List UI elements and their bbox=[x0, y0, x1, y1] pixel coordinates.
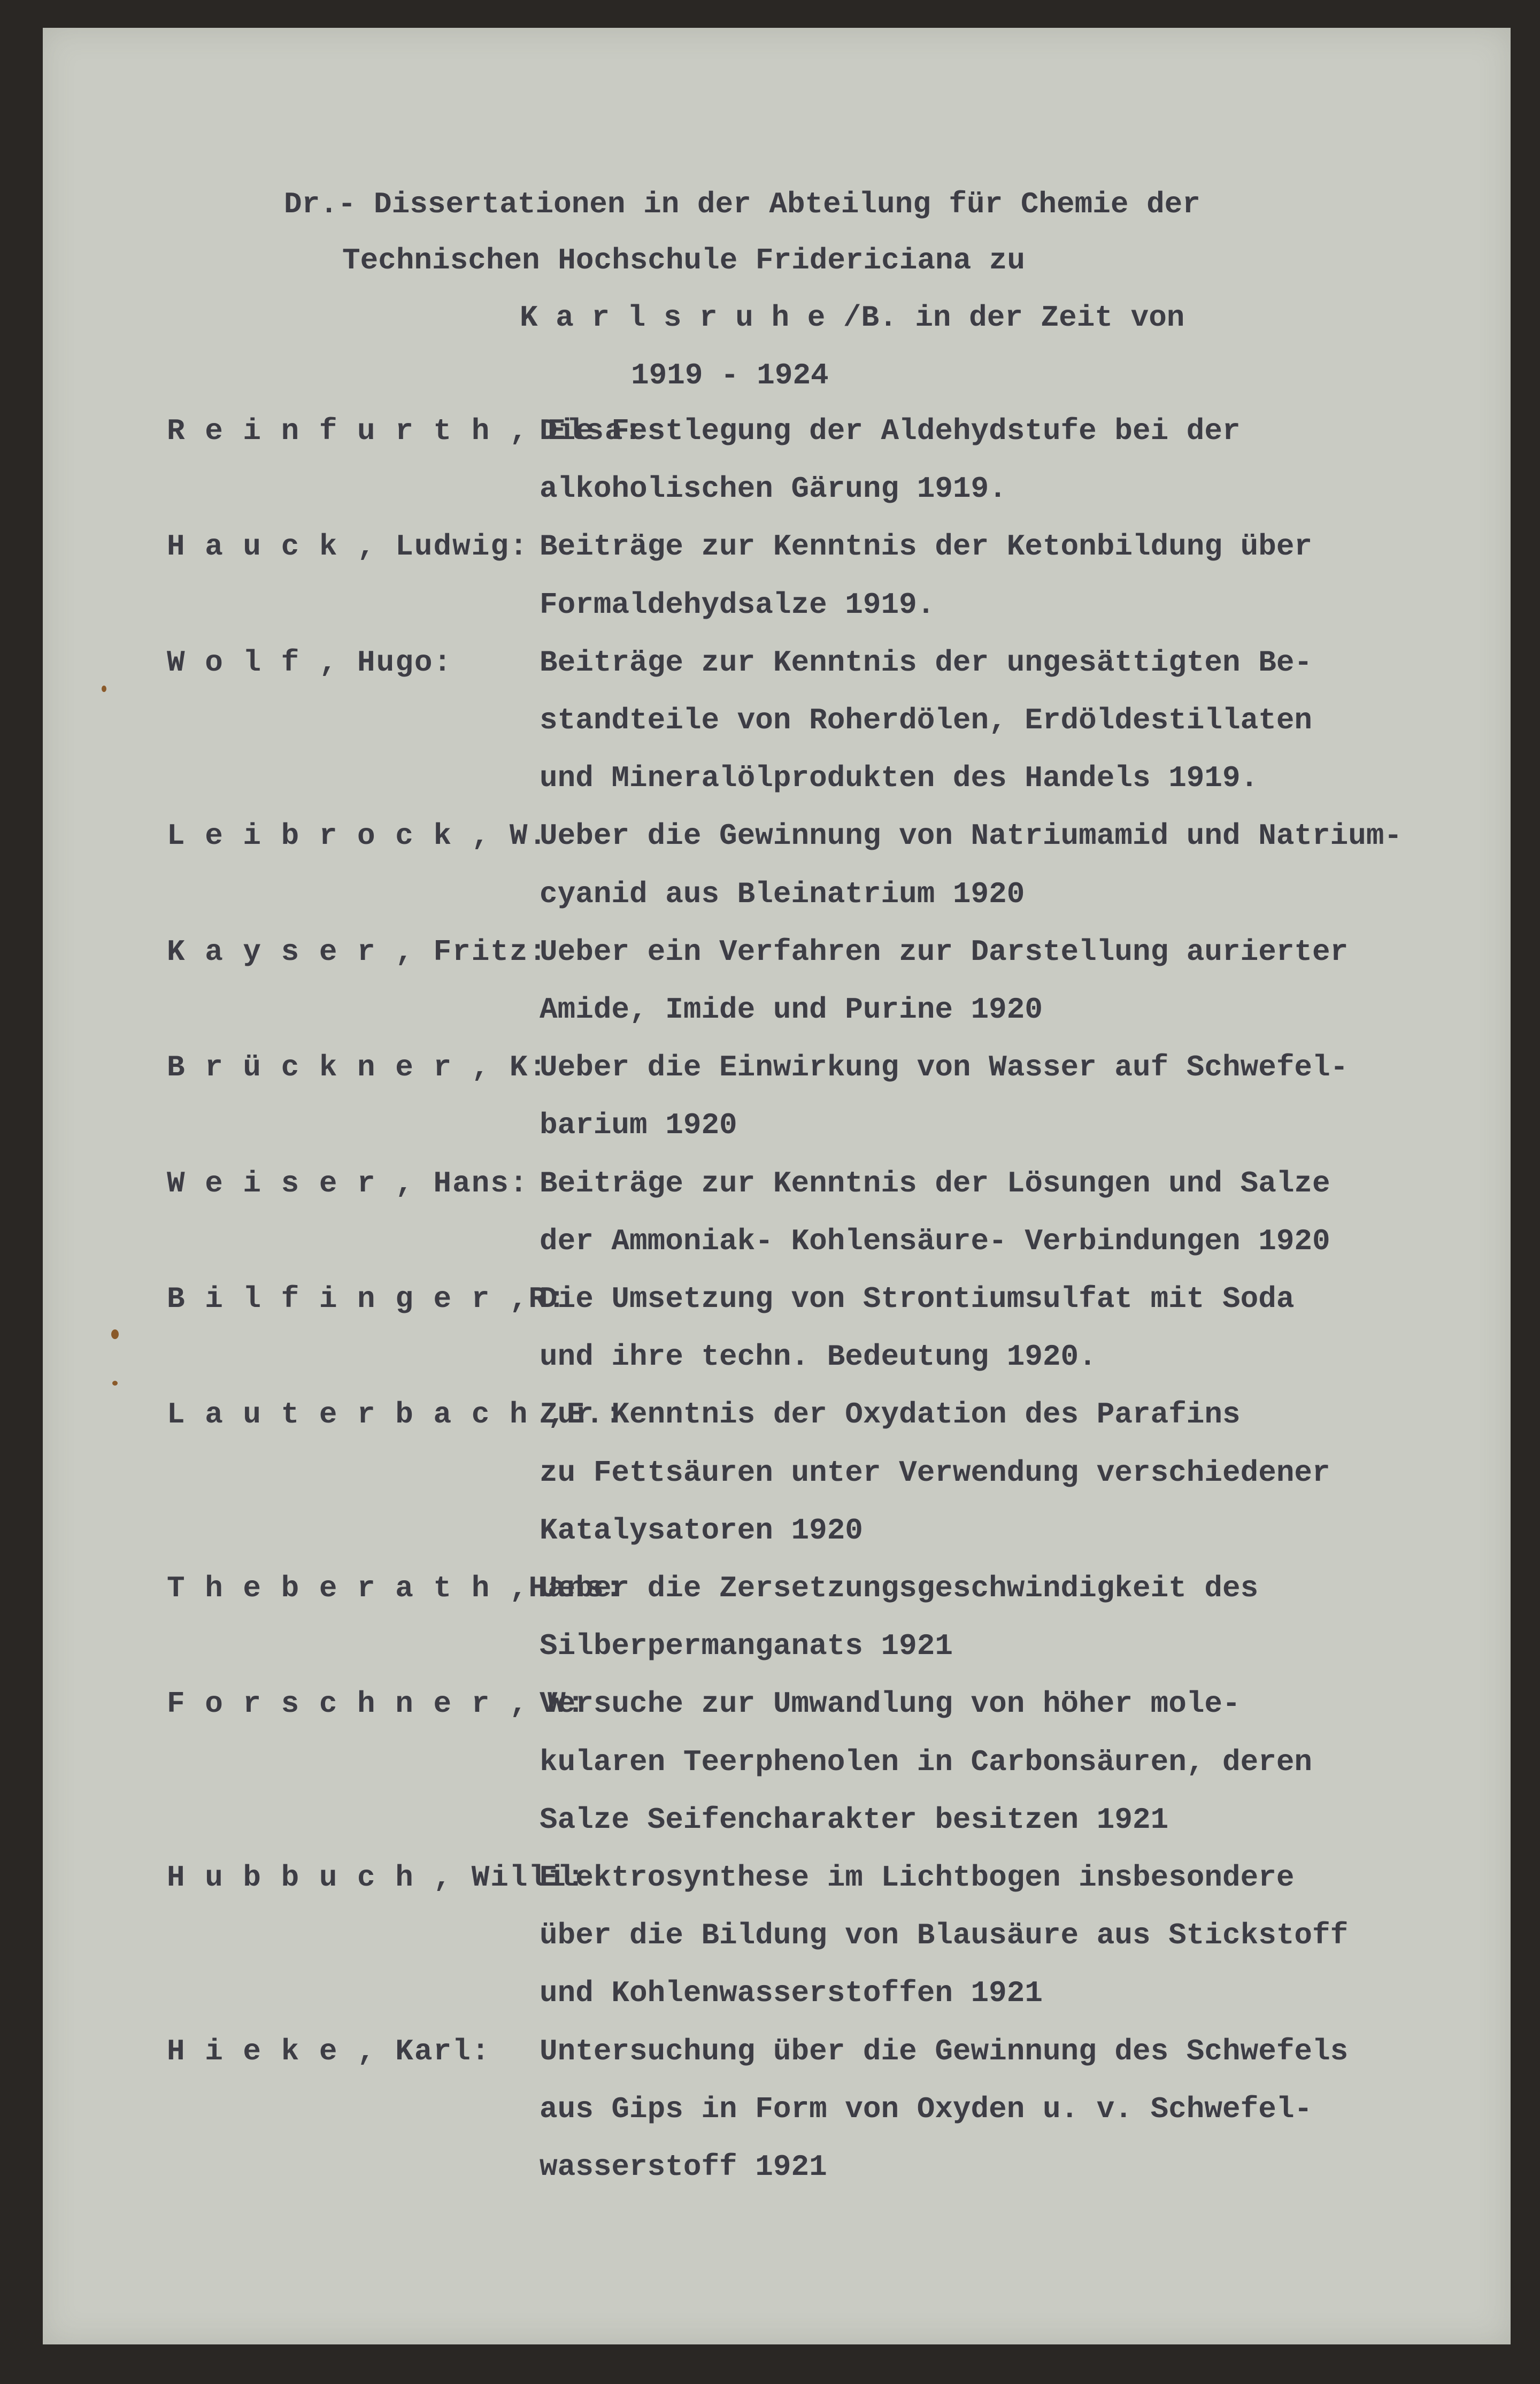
entry-title-line: der Ammoniak- Kohlensäure- Verbindungen 1920 bbox=[540, 1224, 1330, 1258]
entry-name: L a u t e r b a c h ,E.: bbox=[167, 1397, 624, 1432]
entry-title-line: Die Festlegung der Aldehydstufe bei der bbox=[540, 414, 1241, 448]
entry-title-line: alkoholischen Gärung 1919. bbox=[540, 472, 1007, 506]
entry-name: K a y s e r , Fritz: bbox=[167, 935, 548, 969]
entry-title-line: Die Umsetzung von Strontiumsulfat mit Soda bbox=[540, 1282, 1295, 1316]
entry-name: W o l f , Hugo: bbox=[167, 645, 453, 680]
entry-title-line: kularen Teerphenolen in Carbonsäuren, deren bbox=[540, 1745, 1313, 1779]
ink-mark bbox=[102, 686, 106, 692]
entry-title-line: Beiträge zur Kenntnis der Ketonbildung über bbox=[540, 529, 1313, 564]
entry-name: H a u c k , Ludwig: bbox=[167, 529, 529, 564]
entry-name: W e i s e r , Hans: bbox=[167, 1166, 529, 1201]
entry-name: B r ü c k n e r , K: bbox=[167, 1050, 548, 1085]
entry-name: F o r s c h n e r , W: bbox=[167, 1687, 586, 1721]
header-line-4: 1919 - 1924 bbox=[631, 358, 829, 393]
entry-title-line: cyanid aus Bleinatrium 1920 bbox=[540, 877, 1025, 911]
ink-mark bbox=[111, 1329, 119, 1339]
entry-name: H i e k e , Karl: bbox=[167, 2034, 491, 2068]
entry-title-line: Amide, Imide und Purine 1920 bbox=[540, 993, 1043, 1027]
entry-title-line: Silberpermanganats 1921 bbox=[540, 1629, 953, 1663]
entry-title-line: Ueber die Zersetzungsgeschwindigkeit des bbox=[540, 1571, 1259, 1605]
entry-title-line: Beiträge zur Kenntnis der Lösungen und Salze bbox=[540, 1166, 1330, 1201]
entry-title-line: Ueber die Einwirkung von Wasser auf Schwefel- bbox=[540, 1050, 1349, 1085]
entry-title-line: aus Gips in Form von Oxyden u. v. Schwefel- bbox=[540, 2092, 1313, 2126]
entry-title-line: über die Bildung von Blausäure aus Stickstoff bbox=[540, 1918, 1349, 1952]
header-line-1: Dr.- Dissertationen in der Abteilung für Chemie der bbox=[284, 187, 1200, 221]
entry-title-line: und ihre techn. Bedeutung 1920. bbox=[540, 1340, 1097, 1374]
entry-title-line: Ueber ein Verfahren zur Darstellung aurierter bbox=[540, 935, 1349, 969]
entry-title-line: Ueber die Gewinnung von Natriumamid und Natrium- bbox=[540, 819, 1403, 853]
entry-title-line: Zur Kenntnis der Oxydation des Parafins bbox=[540, 1397, 1241, 1432]
entry-title-line: Versuche zur Umwandlung von höher mole- bbox=[540, 1687, 1241, 1721]
ink-mark bbox=[112, 1381, 118, 1386]
entry-name: B i l f i n g e r ,R: bbox=[167, 1282, 567, 1316]
header-line-2: Technischen Hochschule Fridericiana zu bbox=[342, 243, 1026, 278]
entry-title-line: Beiträge zur Kenntnis der ungesättigten Be- bbox=[540, 645, 1313, 680]
entry-name: H u b b u c h , Willi: bbox=[167, 1860, 586, 1895]
entry-title-line: standteile von Roherdölen, Erdöldestillaten bbox=[540, 703, 1313, 737]
entry-name: R e i n f u r t h , Elsa: bbox=[167, 414, 643, 448]
entry-name: T h e b e r a t h ,Hans: bbox=[167, 1571, 624, 1605]
entry-title-line: barium 1920 bbox=[540, 1108, 737, 1142]
document-page bbox=[43, 28, 1511, 2344]
entry-title-line: Formaldehydsalze 1919. bbox=[540, 588, 935, 622]
entry-title-line: Salze Seifencharakter besitzen 1921 bbox=[540, 1803, 1169, 1837]
entry-title-line: Elektrosynthese im Lichtbogen insbesondere bbox=[540, 1860, 1295, 1895]
entry-title-line: Untersuchung über die Gewinnung des Schwefels bbox=[540, 2034, 1349, 2068]
entry-title-line: wasserstoff 1921 bbox=[540, 2150, 827, 2184]
entry-title-line: zu Fettsäuren unter Verwendung verschiedener bbox=[540, 1456, 1330, 1490]
header-line-3: K a r l s r u h e /B. in der Zeit von bbox=[520, 301, 1185, 335]
entry-title-line: und Kohlenwasserstoffen 1921 bbox=[540, 1976, 1043, 2010]
entry-title-line: Katalysatoren 1920 bbox=[540, 1513, 863, 1548]
entry-name: L e i b r o c k , W. bbox=[167, 819, 548, 853]
entry-title-line: und Mineralölprodukten des Handels 1919. bbox=[540, 761, 1259, 795]
